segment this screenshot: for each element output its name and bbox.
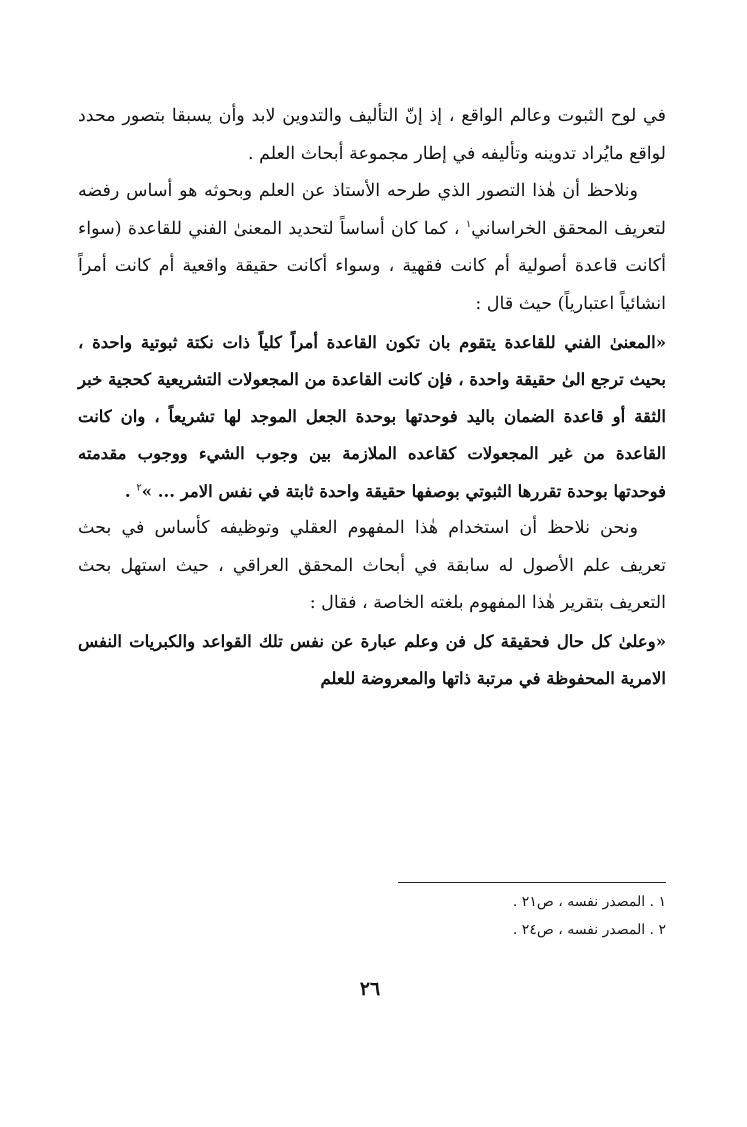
footnote-1: ١ . المصدر نفسه ، ص٢١ . [512, 894, 666, 910]
quote-1-end: . [124, 481, 137, 501]
paragraph-3 [78, 510, 666, 623]
quote-1-text: المعنىٰ الفني للقاعدة يتقوم بان تكون القاعدة أمراً كلياً ذات نكتة ثبوتية واحدة ، بحيث ترجع الىٰ حقيقة واحدة ، فإن كانت القاعدة من المجعولات التشريعية كحجية خبر الثقة أو قاعدة الضمان باليد فوحدتها بوحدة الجعل الموجد لها تشريعاً ، وان كانت القاعدة من غير المجعولات كقاعده الملازمة بين وجوب الشيء ووجوب مقدمته فوحدتها بوحدة تقررها الثبوتي بوصفها حقيقة واحدة ثابتة في نفس الامر ... [78, 332, 666, 501]
footnote-2: ٢ . المصدر نفسه ، ص٢٤ . [512, 922, 666, 938]
quotation-1 [78, 324, 666, 510]
quote-1-close-mark: » [141, 481, 158, 501]
footnote-divider [398, 882, 666, 883]
footnotes [398, 888, 666, 944]
paragraph-2-text-b: ، كما كان أساساً لتحديد المعنىٰ الفني للقاعدة (سواء أكانت قاعدة أصولية أم كانت فقهية ، وسواء أكانت حقيقة واقعية أم كانت أمراً انشائياً اعتبارياً) حيث قال : [78, 218, 666, 314]
paragraph-2 [78, 173, 666, 323]
quote-2-open-mark: « [655, 631, 666, 651]
quotation-2 [78, 623, 666, 698]
paragraph-2-text-a: ونلاحظ أن هٰذا التصور الذي طرحه الأستاذ عن العلم وبحوثه هو أساس رفضه لتعريف المحقق الخراساني [78, 181, 666, 239]
footnote-ref-1: ١ [465, 218, 472, 230]
paragraph-1-text: في لوح الثبوت وعالم الواقع ، إذ إنّ التأليف والتدوين لابد وأن يسبقا بتصور محدد لواقع مايُراد تدوينه وتأليفه في إطار مجموعة أبحاث العلم . [78, 106, 666, 164]
quote-2-text: وعلىٰ كل حال فحقيقة كل فن وعلم عبارة عن نفس تلك القواعد والكبريات النفس الامرية المحفوظة في مرتبة ذاتها والمعروضة للعلم [78, 631, 666, 689]
paragraph-3-text: ونحن نلاحظ أن استخدام هٰذا المفهوم العقلي وتوظيفه كأساس في بحث تعريف علم الأصول له سابقة في أبحاث المحقق العراقي ، حيث استهل بحث التعريف بتقرير هٰذا المفهوم بلغته الخاصة ، فقال : [78, 518, 666, 614]
paragraph-1 [78, 98, 666, 173]
page-number: ٢٦ [359, 978, 381, 1000]
main-text [78, 98, 666, 697]
quote-1-open-mark: « [655, 332, 666, 352]
footnote-ref-2: ٢ [136, 482, 142, 494]
